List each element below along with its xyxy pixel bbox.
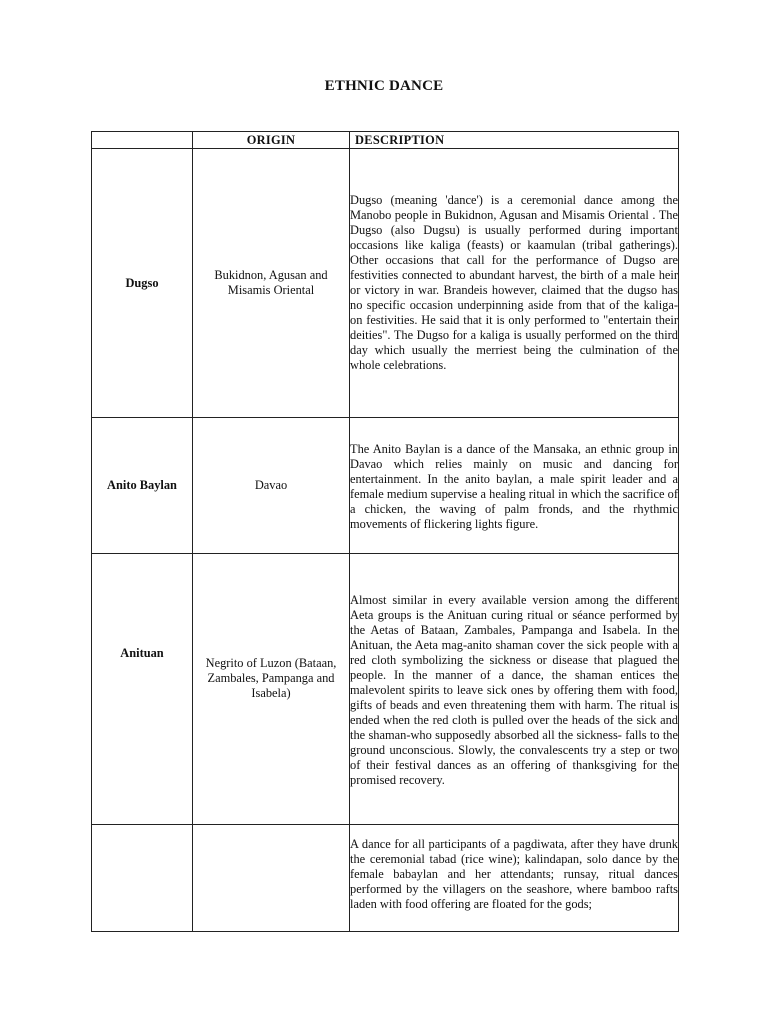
dance-name: Anito Baylan [92,418,193,554]
header-name [92,132,193,149]
dance-description: Almost similar in every available version among the different Aeta groups is the Anituan curing ritual or séance performed by the Aetas of Bataan, Zambales, Pampanga and Isabela. In the Anituan, the Aeta mag-anito shaman cover the sick people with a red cloth symbolizing the sickness or disease that plagued the people. In the manner of a dance, the shaman entices the malevolent spirits to leave sick ones by offering them with food, gifts of beads and even threatening them with harm. The ritual is ended when the red cloth is pulled over the heads of the sick and the shaman-who supposedly absorbed all the sickness- falls to the ground unconscious. Slowly, the convalescents try a step or two of their festival dances as an offering of thanksgiving for the promised recovery. [350,592,678,787]
table-row [92,418,679,554]
table-row [92,825,679,932]
dance-origin [193,825,350,932]
dance-description-cell [350,554,679,825]
dance-description: The Anito Baylan is a dance of the Mansaka, an ethnic group in Davao which relies mainly on music and dancing for entertainment. In the anito baylan, a male spirit leader and a female medium supervise a healing ritual in which the sacrifice of a chicken, the waving of palm fronds, and the rhythmic movements of flickering lights figure. [350,441,678,531]
dance-name: Dugso [92,149,193,418]
table-row [92,554,679,825]
dance-name [92,825,193,932]
table-row [92,149,679,418]
page-title: ETHNIC DANCE [324,78,444,94]
dance-description: Dugso (meaning 'dance') is a ceremonial dance among the Manobo people in Bukidnon, Agusan and Misamis Oriental . The Dugso (also Dugsu) is usually performed during important occasions like kaliga (feasts) or kaamulan (tribal gatherings). Other occasions that call for the performance of Dugso are festivities connected to abundant harvest, the birth of a male heir or victory in war. Brandeis however, claimed that the dugso has no specific occasion underpinning aside from that of the kaliga-on festivities. He said that it is only performed to "entertain their deities". The Dugso for a kaliga is usually performed on the third day which usually the merriest being the culmination of the whole celebrations. [350,193,678,372]
ethnic-dance-table [91,131,679,932]
dance-description-cell [350,418,679,554]
table-header-row [92,132,679,149]
dance-origin: Negrito of Luzon (Bataan, Zambales, Pampanga and Isabela) [193,554,350,825]
dance-description-cell [350,825,679,932]
header-description: DESCRIPTION [350,132,679,149]
dance-origin: Davao [193,418,350,554]
dance-description: A dance for all participants of a pagdiwata, after they have drunk the ceremonial tabad (rice wine); kalindapan, solo dance by the female babaylan and her attendants; runsay, ritual dances performed by the villagers on the seashore, where bamboo rafts laden with food offering are floated for the gods; [350,837,678,911]
header-origin: ORIGIN [193,132,350,149]
dance-origin: Bukidnon, Agusan and Misamis Oriental [193,149,350,418]
dance-description-cell [350,149,679,418]
dance-name: Anituan [92,554,193,825]
